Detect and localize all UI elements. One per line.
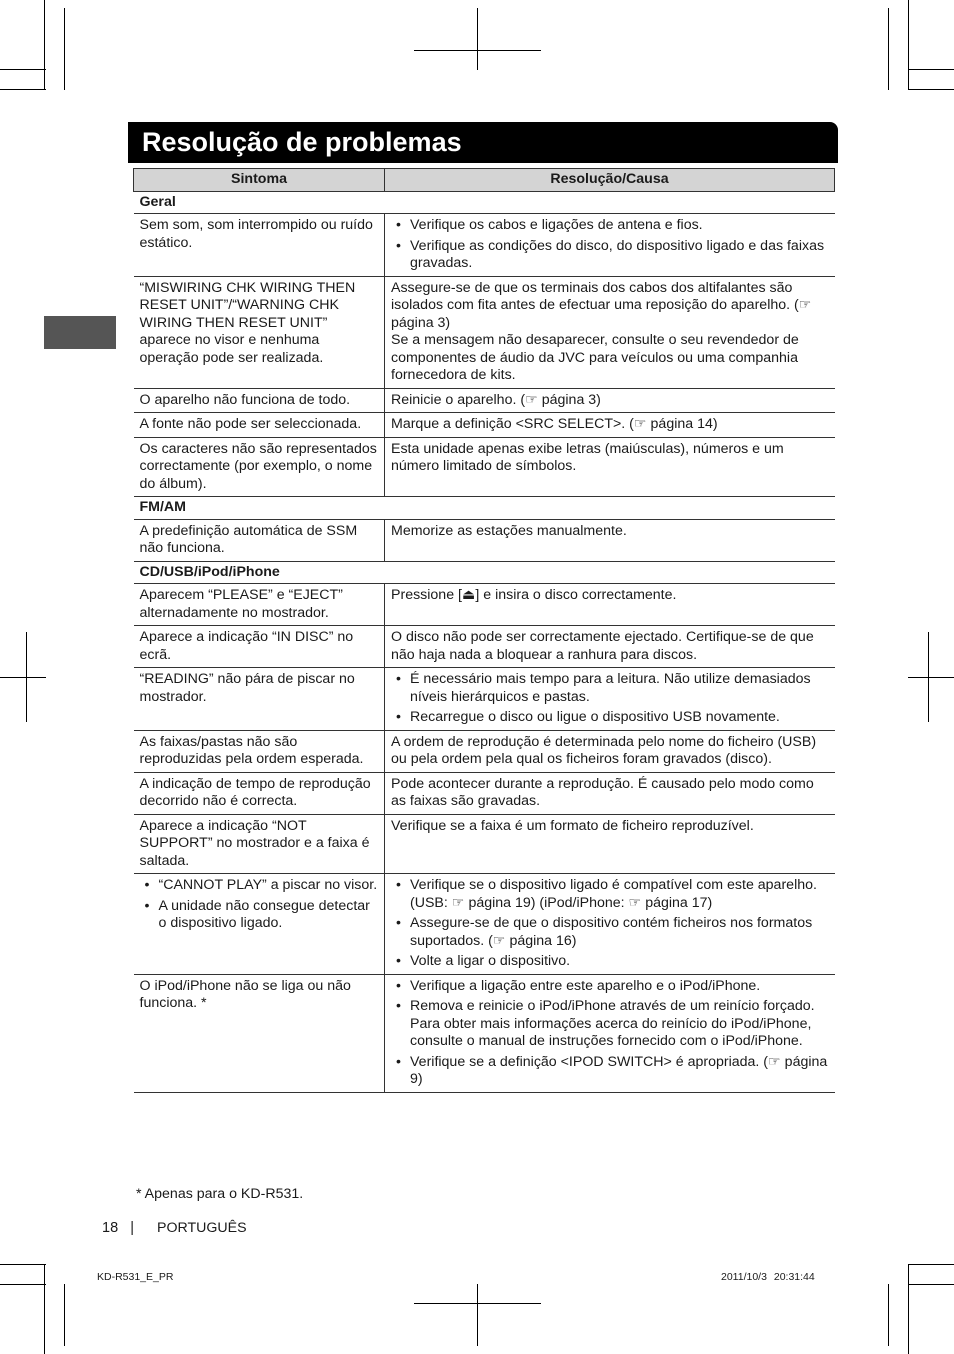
crop-mark [64,8,65,90]
solution-cell [385,974,835,1092]
cell-text: “MISWIRING CHK WIRING THEN RESET UNIT”/“WARNING CHK WIRING THEN RESET UNIT” aparece no visor e nenhuma operação pode ser realizada. [139,279,356,366]
symptom-cell [134,772,385,814]
bullet-item: • Verifique se o dispositivo ligado é compatível com este aparelho. (USB: ☞ página 19) (iPod/iPhone: ☞ página 17) [391,877,829,912]
solution-cell [385,214,835,277]
table-row [134,519,835,561]
symptom-cell [134,668,385,731]
cell-text: Reinicie o aparelho. (☞ página 3) [391,391,601,408]
crop-mark [908,1264,954,1265]
bullet-item: • Recarregue o disco ou ligue o dispositivo USB novamente. [391,709,829,727]
table-row [134,214,835,277]
cell-text: “READING” não pára de piscar no mostrador. [139,671,355,705]
bullet-list [140,877,379,933]
bullet-item: • Verifique se a definição <IPOD SWITCH> é apropriada. (☞ página 9) [391,1054,829,1089]
table-row [134,276,835,388]
cell-text: A indicação de tempo de reprodução decorrido não é correcta. [139,775,371,809]
crop-mark [44,0,45,90]
solution-cell [385,519,835,561]
section-row [134,561,835,584]
cell-text: O aparelho não funciona de todo. [139,391,351,408]
crop-mark [908,89,954,90]
table-row [134,584,835,626]
table-row [134,413,835,438]
cell-text: Pode acontecer durante a reprodução. É causado pelo modo como as faixas são gravadas. [391,775,814,809]
table-row [134,626,835,668]
section-row [134,191,835,214]
bullet-item: • Remova e reinicie o iPod/iPhone através de um reinício forçado. Para obter mais informações acerca do reinício do iPod/iPhone, consulte o manual de instruções fornecido com o iPod/iPhone. [391,998,829,1051]
solution-cell [385,413,835,438]
cell-text: Verifique se a faixa é um formato de ficheiro reproduzível. [391,817,754,834]
crop-mark [414,1303,541,1304]
cell-text: Sem som, som interrompido ou ruído estático. [139,217,373,251]
bullet-list [391,877,829,971]
solution-cell [385,730,835,772]
crop-mark [44,1264,45,1354]
solution-cell [385,814,835,874]
table-row [134,874,835,975]
crop-mark [0,677,46,678]
table-row [134,730,835,772]
title-bar [128,122,838,163]
bullet-item: • Verifique os cabos e ligações de antena e fios. [391,217,829,235]
crop-mark [888,8,889,90]
symptom-cell [134,214,385,277]
bullet-item: • Verifique as condições do disco, do dispositivo ligado e das faixas gravadas. [391,238,829,273]
crop-mark [888,1284,889,1346]
cell-text: Assegure-se de que os terminais dos cabos dos altifalantes são isolados com fita antes de efectuar uma reposição do aparelho. (☞ página 3) [391,279,812,331]
symptom-cell [134,413,385,438]
bullet-list [391,978,829,1089]
crop-mark [908,0,909,90]
symptom-cell [134,437,385,497]
crop-mark [908,69,954,70]
solution-cell [385,584,835,626]
cell-text: Esta unidade apenas exibe letras (maiúsculas), números e um número limitado de símbolos. [391,440,784,474]
symptom-cell [134,584,385,626]
crop-mark [908,1264,909,1354]
symptom-cell [134,388,385,413]
bullet-item: • É necessário mais tempo para a leitura. Não utilize demasiados níveis hierárquicos e pastas. [391,671,829,706]
cell-text: A predefinição automática de SSM não funciona. [139,522,358,556]
bullet-item: • Assegure-se de que o dispositivo contém ficheiros nos formatos suportados. (☞ página 16) [391,915,829,950]
cell-text: Pressione [⏏] e insira o disco correctamente. [391,587,677,603]
bullet-item: • A unidade não consegue detectar o dispositivo ligado. [140,898,379,933]
symptom-cell [134,519,385,561]
crop-mark [0,69,46,70]
solution-cell [385,874,835,975]
column-header-symptom: Sintoma [134,169,385,192]
model-code: KD-R531_E_PR [97,1271,174,1283]
crop-mark [0,89,46,90]
cell-text: As faixas/pastas não são reproduzidas pela ordem esperada. [139,733,364,767]
solution-cell [385,772,835,814]
cell-text: Aparece a indicação “IN DISC” no ecrã. [139,629,354,663]
section-heading: FM/AM [134,497,835,520]
symptom-cell [134,814,385,874]
bullet-item: • Verifique a ligação entre este aparelho e o iPod/iPhone. [391,978,829,996]
page-title: Resolução de problemas [142,127,462,157]
table-row [134,814,835,874]
bullet-list [391,671,829,727]
crop-mark [0,1284,46,1285]
cell-text: Aparecem “PLEASE” e “EJECT” alternadamente no mostrador. [139,587,343,621]
crop-mark [908,1284,954,1285]
table-row [134,388,835,413]
bullet-item: • “CANNOT PLAY” a piscar no visor. [140,877,379,895]
page-language: PORTUGUÊS [157,1220,247,1236]
column-header-solution: Resolução/Causa [385,169,835,192]
cell-text: O disco não pode ser correctamente ejectado. Certifique-se de que não haja nada a bloquear a ranhura para discos. [391,629,814,663]
table-row [134,668,835,731]
cell-text: A ordem de reprodução é determinada pelo nome do ficheiro (USB) ou pela ordem pela qual os ficheiros foram gravados (disco). [391,733,817,767]
crop-mark [64,1284,65,1346]
page-separator: | [130,1220,135,1236]
symptom-cell [134,626,385,668]
print-timestamp: 2011/10/3 20:31:44 [721,1271,815,1283]
symptom-cell [134,974,385,1092]
table-row [134,437,835,497]
cell-text: Os caracteres não são representados correctamente (por exemplo, o nome do álbum). [139,440,377,492]
crop-mark [908,677,954,678]
crop-mark [414,50,541,51]
troubleshooting-table [133,168,835,1093]
table-header-row [134,169,835,192]
crop-mark [0,1264,46,1265]
table-row [134,772,835,814]
cell-text: Marque a definição <SRC SELECT>. (☞ página 14) [391,416,718,432]
bullet-item: • Volte a ligar o dispositivo. [391,953,829,971]
bullet-list [391,217,829,273]
symptom-cell [134,730,385,772]
section-heading: Geral [134,191,835,214]
crop-mark [477,8,478,70]
footnote: * Apenas para o KD-R531. [136,1186,304,1202]
solution-cell [385,437,835,497]
page-number-value: 18 [102,1220,119,1236]
cell-text: O iPod/iPhone não se liga ou não funciona. * [139,977,351,1011]
solution-cell [385,668,835,731]
solution-cell [385,276,835,388]
symptom-cell [134,874,385,975]
table-row [134,974,835,1092]
symptom-cell [134,276,385,388]
crop-mark [477,1284,478,1346]
cell-text: Se a mensagem não desaparecer, consulte o seu revendedor de componentes de áudio da JVC para veículos ou uma companhia fornecedora de kits. [391,332,799,383]
section-heading: CD/USB/iPod/iPhone [134,561,835,584]
page-number [102,1220,134,1236]
solution-cell [385,388,835,413]
cell-text: Memorize as estações manualmente. [391,522,627,539]
solution-cell [385,626,835,668]
cell-text: A fonte não pode ser seleccionada. [139,416,362,432]
section-row [134,497,835,520]
section-tab [44,316,116,349]
cell-text: Aparece a indicação “NOT SUPPORT” no mostrador e a faixa é saltada. [139,817,370,869]
